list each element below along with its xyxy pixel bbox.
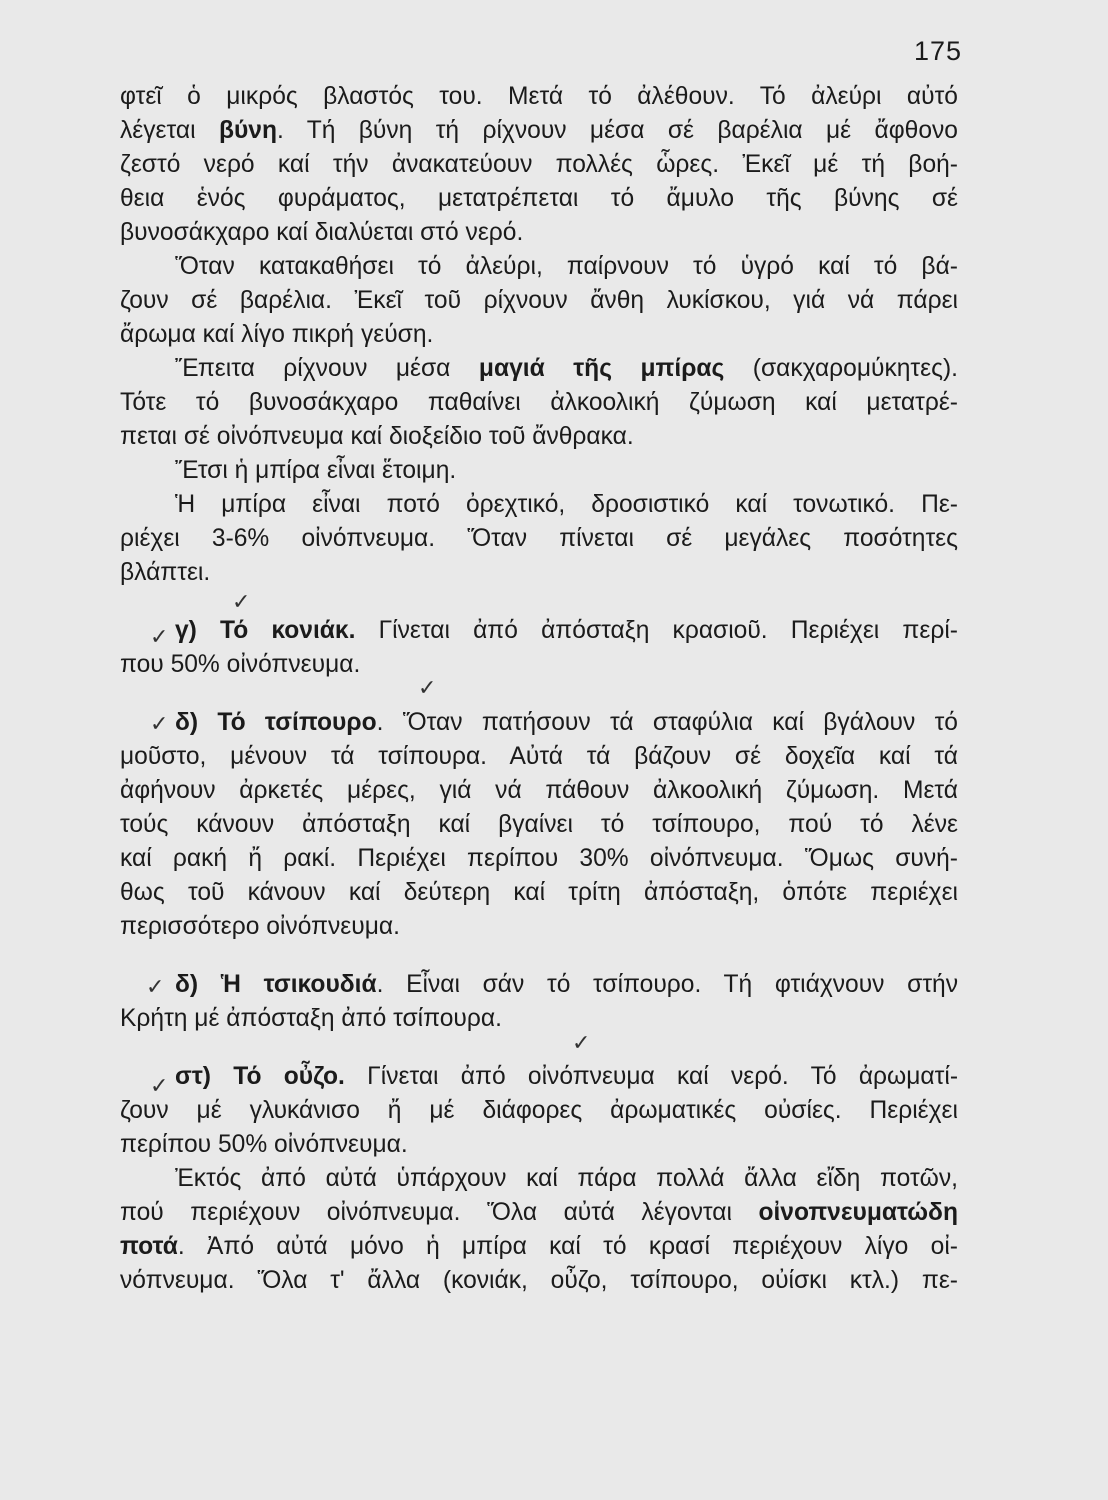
text-line	[120, 1128, 958, 1162]
text-line	[120, 284, 958, 318]
text-line	[120, 80, 958, 114]
text-line	[120, 250, 958, 284]
text-line	[120, 740, 958, 774]
text-line	[120, 706, 958, 740]
text-segment: τούς κάνουν ἀπόσταξη καί βγαίνει τό τσίπουρο, πού τό λένε	[120, 811, 958, 838]
paragraph-spacer	[120, 944, 958, 968]
text-line	[120, 386, 958, 420]
text-line	[120, 352, 958, 386]
bold-term: οἰνοπνευματώδη	[758, 1199, 958, 1226]
text-line	[120, 216, 958, 250]
text-segment: . Τή βύνη τή ρίχνουν μέσα σέ βαρέλια μέ ἄφθονο	[276, 117, 958, 144]
handwritten-check-mark: ✓	[146, 975, 165, 1000]
handwritten-check-mark: ✓	[150, 1074, 169, 1099]
text-line	[120, 968, 958, 1002]
text-segment: ζεστό νερό καί τήν ἀνακατεύουν πολλές ὧρες. Ἐκεῖ μέ τή βοή-	[120, 151, 958, 178]
text-segment: νόπνευμα. Ὅλα τ' ἄλλα (κονιάκ, οὖζο, τσίπουρο, οὐίσκι κτλ.) πε-	[120, 1267, 958, 1294]
text-line	[120, 454, 958, 488]
text-segment: μοῦστο, μένουν τά τσίπουρα. Αὐτά τά βάζουν σέ δοχεῖα καί τά	[120, 743, 958, 770]
text-line	[120, 1060, 958, 1094]
text-line	[120, 910, 958, 944]
text-line	[120, 522, 958, 556]
text-segment: καί ρακή ἤ ρακί. Περιέχει περίπου 30% οἰνόπνευμα. Ὅμως συνή-	[120, 845, 958, 872]
text-line	[120, 648, 958, 682]
text-segment: ἄρωμα καί λίγο πικρή γεύση.	[120, 321, 434, 348]
bold-term: στ) Τό οὖζο.	[175, 1063, 345, 1090]
text-line	[120, 148, 958, 182]
text-segment: που 50% οἰνόπνευμα.	[120, 651, 361, 678]
text-line	[120, 1196, 958, 1230]
text-segment: . Ἀπό αὐτά μόνο ἡ μπίρα καί τό κρασί περιέχουν λίγο οἰ-	[177, 1233, 958, 1260]
text-segment: πού περιέχουν οἰνόπνευμα. Ὅλα αὐτά λέγονται	[120, 1199, 759, 1226]
text-line	[120, 1264, 958, 1298]
handwritten-check-mark: ✓	[232, 590, 251, 615]
text-segment: Ὅταν κατακαθήσει τό ἀλεύρι, παίρνουν τό ὑγρό καί τό βά-	[175, 253, 958, 280]
text-line	[120, 808, 958, 842]
text-segment: Τότε τό βυνοσάκχαρο παθαίνει ἀλκοολική ζύμωση καί μετατρέ-	[120, 389, 958, 416]
text-segment: ζουν μέ γλυκάνισο ἤ μέ διάφορες ἀρωματικές οὐσίες. Περιέχει	[120, 1097, 958, 1124]
text-segment: Ἐκτός ἀπό αὐτά ὑπάρχουν καί πάρα πολλά ἄλλα εἴδη ποτῶν,	[175, 1165, 958, 1192]
text-line	[120, 1230, 958, 1264]
text-segment: βυνοσάκχαρο καί διαλύεται στό νερό.	[120, 219, 524, 246]
handwritten-check-mark: ✓	[572, 1031, 591, 1056]
text-line	[120, 114, 958, 148]
text-segment: Γίνεται ἀπό οἰνόπνευμα καί νερό. Τό ἀρωματί-	[344, 1063, 959, 1090]
bold-term: γ) Τό κονιάκ.	[175, 617, 356, 644]
text-segment: Κρήτη μέ ἀπόσταξη ἀπό τσίπουρα.	[120, 1005, 502, 1032]
handwritten-check-mark: ✓	[150, 712, 169, 737]
body-text	[120, 80, 958, 1298]
text-line	[120, 556, 958, 590]
text-segment: . Ὅταν πατήσουν τά σταφύλια καί βγάλουν τό	[376, 709, 958, 736]
text-line	[120, 1162, 958, 1196]
text-segment: . Εἶναι σάν τό τσίπουρο. Τή φτιάχνουν στήν	[376, 971, 959, 998]
text-segment: περίπου 50% οἰνόπνευμα.	[120, 1131, 408, 1158]
text-line	[120, 1002, 958, 1036]
text-line	[120, 774, 958, 808]
text-line	[120, 614, 958, 648]
bold-term: δ) Τό τσίπουρο	[175, 709, 377, 736]
text-segment: φτεῖ ὁ μικρός βλαστός του. Μετά τό ἀλέθουν. Τό ἀλεύρι αὐτό	[120, 83, 958, 110]
text-segment: (σακχαρομύκητες).	[724, 355, 958, 382]
text-segment: θεια ἑνός φυράματος, μετατρέπεται τό ἄμυλο τῆς βύνης σέ	[120, 185, 958, 212]
text-line	[120, 318, 958, 352]
text-line	[120, 842, 958, 876]
bold-term: βύνη	[218, 117, 277, 144]
text-segment: περισσότερο οἰνόπνευμα.	[120, 913, 400, 940]
text-segment: Ἔτσι ἡ μπίρα εἶναι ἕτοιμη.	[175, 457, 457, 484]
text-line	[120, 488, 958, 522]
text-segment: ζουν σέ βαρέλια. Ἐκεῖ τοῦ ρίχνουν ἄνθη λυκίσκου, γιά νά πάρει	[120, 287, 958, 314]
handwritten-check-mark: ✓	[150, 625, 169, 650]
text-segment: πεται σέ οἰνόπνευμα καί διοξείδιο τοῦ ἄνθρακα.	[120, 423, 634, 450]
text-line	[120, 1094, 958, 1128]
page-number: 175	[914, 36, 963, 66]
text-segment: λέγεται	[120, 117, 219, 144]
paragraph-spacer	[120, 1036, 958, 1060]
bold-term: ποτά	[120, 1233, 178, 1260]
text-segment: ἀφήνουν ἀρκετές μέρες, γιά νά πάθουν ἀλκοολική ζύμωση. Μετά	[120, 777, 958, 804]
handwritten-check-mark: ✓	[418, 676, 437, 701]
text-segment: Ἔπειτα ρίχνουν μέσα	[175, 355, 479, 382]
text-segment: ριέχει 3-6% οἰνόπνευμα. Ὅταν πίνεται σέ μεγάλες ποσότητες	[120, 525, 958, 552]
text-segment: βλάπτει.	[120, 559, 211, 586]
text-segment: Ἡ μπίρα εἶναι ποτό ὀρεχτικό, δροσιστικό καί τονωτικό. Πε-	[175, 491, 958, 518]
text-segment: Γίνεται ἀπό ἀπόσταξη κρασιοῦ. Περιέχει περί-	[355, 617, 958, 644]
paragraph-spacer	[120, 682, 958, 706]
text-line	[120, 420, 958, 454]
text-line	[120, 876, 958, 910]
text-line	[120, 182, 958, 216]
text-segment: θως τοῦ κάνουν καί δεύτερη καί τρίτη ἀπόσταξη, ὁπότε περιέχει	[120, 879, 958, 906]
bold-term: δ) Ἡ τσικουδιά	[175, 971, 377, 998]
bold-term: μαγιά τῆς μπίρας	[478, 355, 725, 382]
